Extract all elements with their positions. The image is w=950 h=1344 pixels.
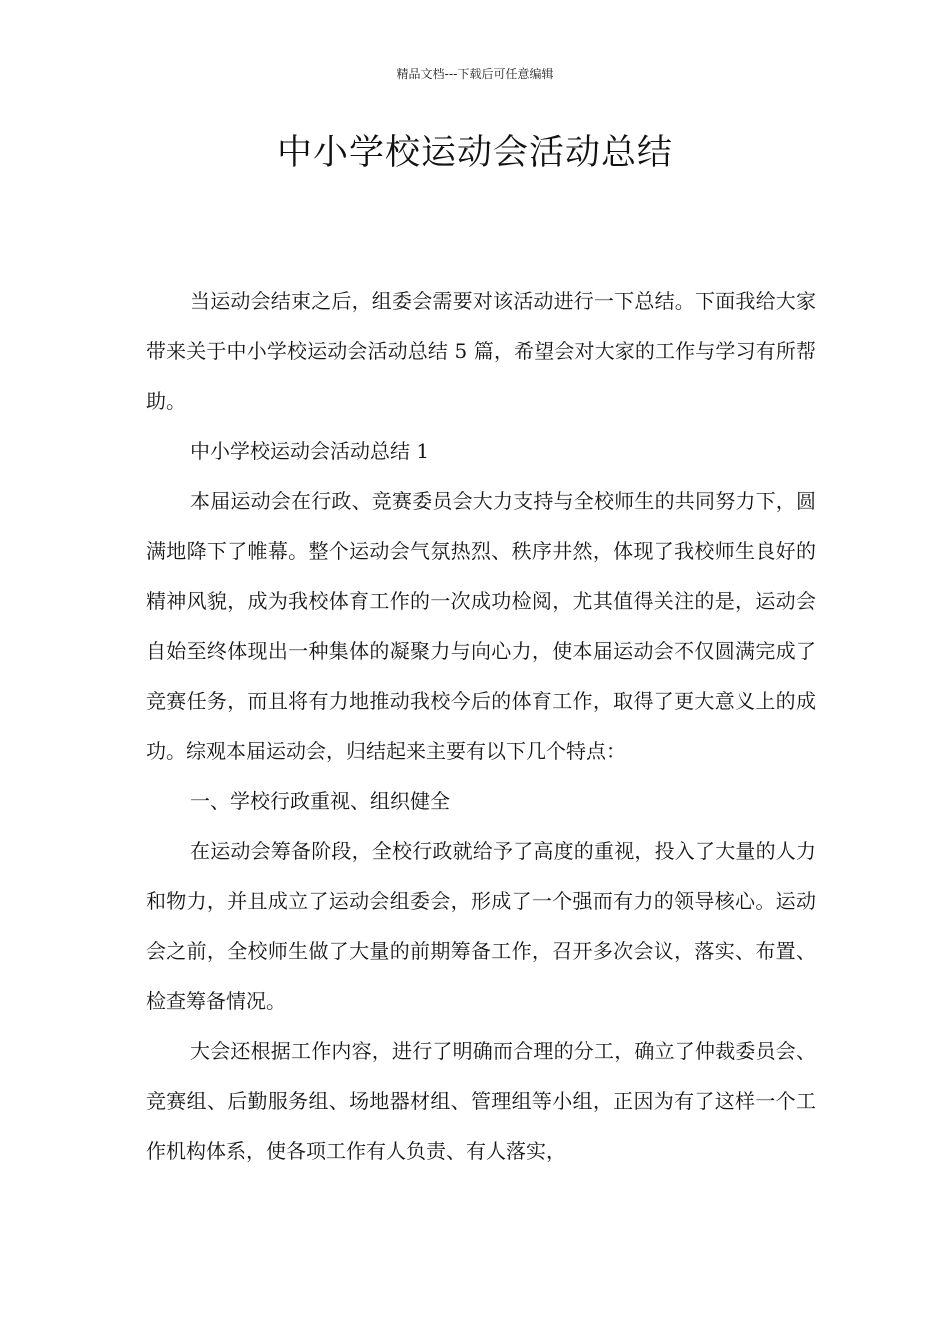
section-heading: 中小学校运动会活动总结 1	[190, 439, 430, 463]
body-paragraph: 本届运动会在行政、竞赛委员会大力支持与全校师生的共同努力下，圆满地降下了帷幕。整个运动会气氛热烈、秩序井然，体现了我校师生良好的精神风貌，成为我校体育工作的一次成功检阅，尤其值得关注的是，运动会自始至终体现出一种集体的凝聚力与向心力，使本届运动会不仅圆满完成了竞赛任务，而且将有力地推动我校今后的体育工作，取得了更大意义上的成功。综观本届运动会，归结起来主要有以下几个特点：	[146, 489, 816, 763]
body-paragraph: 大会还根据工作内容，进行了明确而合理的分工，确立了仲裁委员会、竞赛组、后勤服务组、场地器材组、管理组等小组，正因为有了这样一个工作机构体系，使各项工作有人负责、有人落实，	[146, 1039, 816, 1163]
document-title: 中小学校运动会活动总结	[276, 133, 673, 173]
intro-paragraph: 当运动会结束之后，组委会需要对该活动进行一下总结。下面我给大家带来关于中小学校运动会活动总结 5 篇，希望会对大家的工作与学习有所帮助。	[146, 289, 816, 413]
subsection-heading: 一、学校行政重视、组织健全	[190, 789, 450, 813]
header-note: 精品文档---下载后可任意编辑	[396, 67, 554, 81]
document-body	[146, 276, 816, 1176]
body-paragraph: 在运动会筹备阶段，全校行政就给予了高度的重视，投入了大量的人力和物力，并且成立了运动会组委会，形成了一个强而有力的领导核心。运动会之前，全校师生做了大量的前期筹备工作，召开多次会议，落实、布置、检查筹备情况。	[146, 839, 816, 1013]
